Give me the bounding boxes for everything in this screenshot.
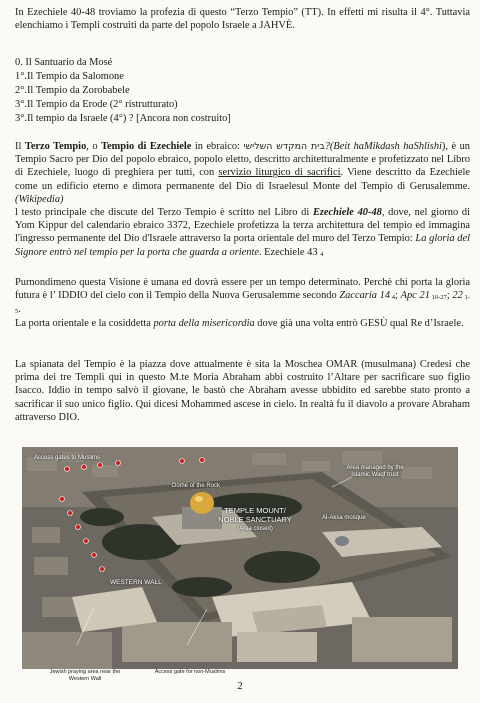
- intro-paragraph: In Ezechiele 40-48 troviamo la profezia di questo “Terzo Tempio” (TT). In effetti mi risulta il 4°. Tuttavia elenchiamo i Templi costruiti da parte del popolo Israele a JAHVÈ.: [15, 7, 470, 32]
- porta-misericordia: porta della misericordia: [153, 318, 255, 329]
- hebrew-name: בית המקדש השלישי: [243, 141, 325, 152]
- wikipedia-source: (Wikipedia): [15, 193, 64, 205]
- label-area-closed: (Area closed): [237, 526, 273, 532]
- temple-list: [15, 56, 231, 126]
- label-access-gates: Access gates to Muslims: [34, 455, 101, 461]
- list-item: 1°.Il Tempio da Salomone: [15, 71, 124, 82]
- porta-paragraph: La porta orientale e la cosiddetta porta della misericordia dove già una volta entrò GESÙ qual Re d’Israele.: [15, 318, 464, 329]
- label-area-managed: Area managed by the Islamic Waqf trust: [346, 465, 404, 478]
- label-temple-mount: TEMPLE MOUNT/: [224, 506, 286, 515]
- label-noble-sanctuary: NOBLE SANCTUARY: [218, 515, 292, 524]
- visione-paragraph: Purnondimeno questa Visione è umana ed dovrà essere per un tempo determinato. Perchè chi porta la gloria futura è l’ IDDIO del cielo con il Tempio della Nuova Gerusalemme secondo Zaccaria 14 4; Apc 21 10-27; 22 1-5.: [15, 277, 470, 316]
- label-al-aksa: Al-Aksa mosque: [322, 515, 366, 521]
- transliteration: ?(Beit haMikdash haShlishi: [324, 141, 442, 152]
- term-terzo-tempio: Terzo Tempio: [24, 141, 87, 152]
- spianata-paragraph: La spianata del Tempio è la piazza dove attualmente è sita la Moschea OMAR (musulmana) Credesi che prima dei tre Templi qui in questo M.te Moria Abraham abbi costruito l’Altare per sacrificare suo figlio Isacco. Iddio in tempo salvò il giovane, le bastò che Abraham avesse ubbidito ed sarebbe stato pronto a sacrificar il suo unico figlio. Qui dicesi Mohammed ascese in cielo. In realtà fu il diavolo a provare Abraham attraverso DIO.: [15, 359, 470, 423]
- list-item: 0. Il Santuario da Mosé: [15, 57, 113, 68]
- label-western-wall: WESTERN WALL: [110, 579, 162, 586]
- list-item: 2°.Il Tempio da Zorobabele: [15, 85, 130, 96]
- third-temple-paragraph: Il Terzo Tempio, o Tempio di Ezechiele in ebraico: בית המקדש השלישי?(Beit haMikdash haShlishi), è un Tempio Sacro per Dio del popolo ebraico, popolo eletto, descritto architetturalmente e profetizzato nel Libro di Ezechiele, luogo di preghiera per tutti, con servizio liturgico di sacrifici. Viene descritto da Ezechiele come un edificio eterno e dimora permanente del Dio di Israelesul Monte del Tempio di Gerusalemme. (Wikipedia) l testo principale che discute del Terzo Tempio è scritto nel Libro di Ezechiele 40-48, dove, nel giorno di Yom Kippur del calendario ebraico 3372, Ezechiele profetizza la terza architettura del tempio ed immagina l'ingresso permanente del Dio d'Israele attraverso la porta orientale del muro del Terzo Tempio: La gloria del Signore entrò nel tempio per la porta che guarda a oriente. Ezechiele 43 4: [15, 141, 470, 258]
- scripture-quote: La gloria del Signore entrò nel tempio per la porta che guarda a oriente: [15, 233, 470, 258]
- term-tempio-ezechiele: Tempio di Ezechiele: [101, 141, 192, 152]
- caption-jewish-area: Jewish praying area near the Western Wall: [49, 669, 121, 682]
- list-item: 3°.Il tempio da Israele (4°) ? [Ancora non costruito]: [15, 113, 231, 124]
- book-reference: Ezechiele 40-48: [312, 207, 382, 219]
- aerial-photo-drawing: [22, 447, 458, 669]
- label-dome-of-rock: Dome of the Rock: [172, 483, 221, 489]
- link-servizio-liturgico[interactable]: servizio liturgico di sacrifici: [218, 167, 341, 179]
- page-number: 2: [237, 680, 243, 692]
- caption-access-gate: Access gate for non-Muslims: [154, 669, 226, 675]
- temple-mount-aerial-photo: [22, 447, 458, 669]
- list-item: 3°.Il Tempio da Erode (2° ristrutturato): [15, 99, 178, 110]
